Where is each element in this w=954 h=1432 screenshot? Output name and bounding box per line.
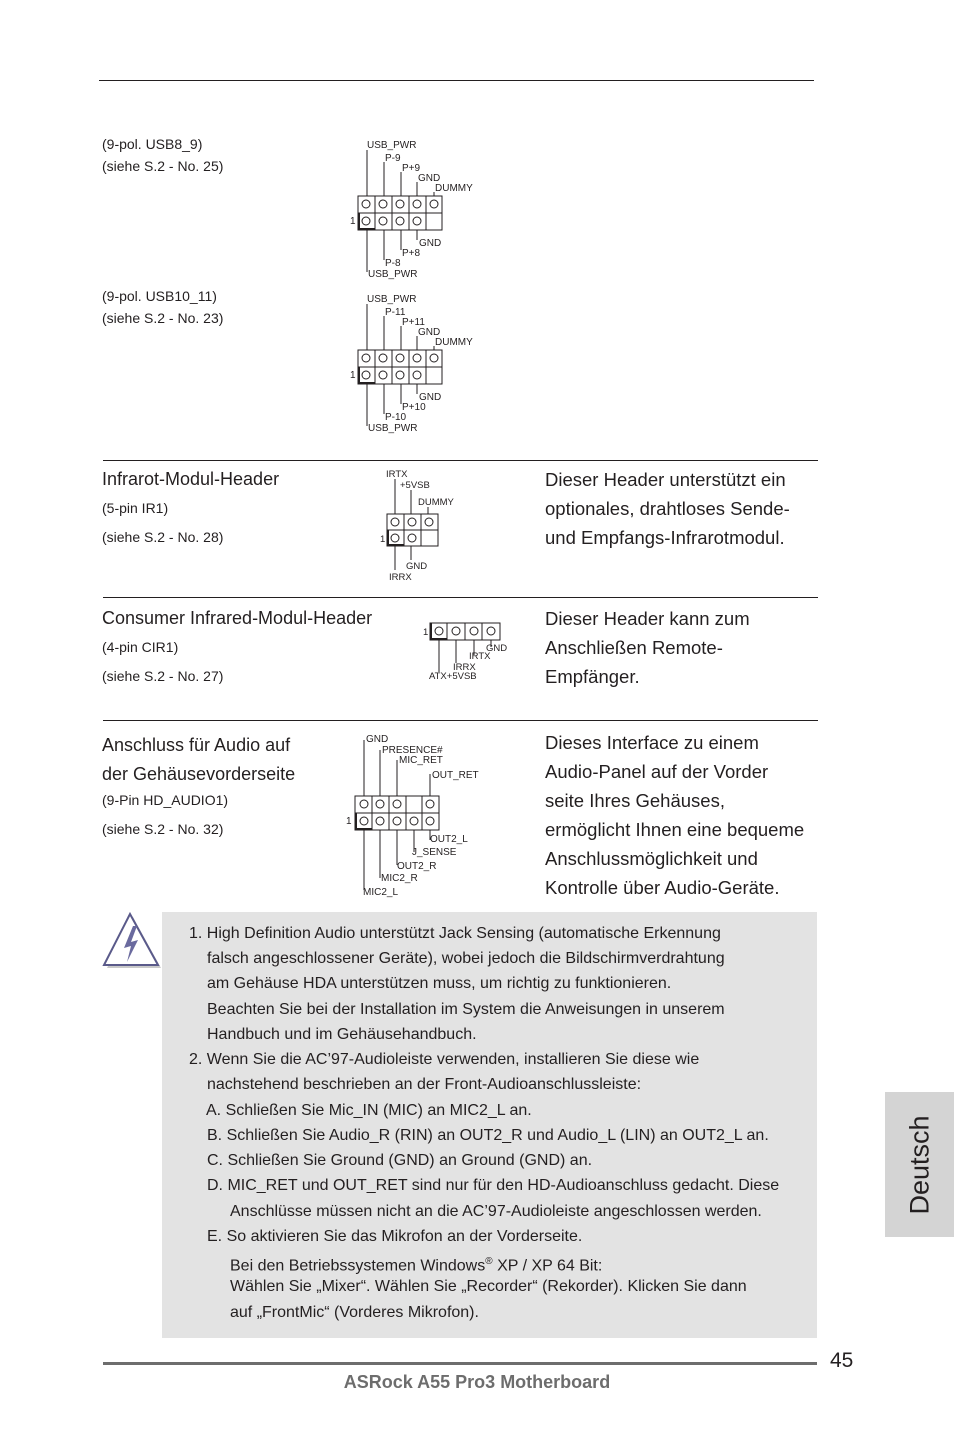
pin-label: USB_PWR — [368, 269, 418, 280]
pin-label: GND — [418, 173, 441, 184]
audio-ref: (siehe S.2 - No. 32) — [102, 821, 224, 837]
cir-description — [545, 604, 750, 691]
pin-label: P-10 — [385, 412, 407, 423]
pin-label: P+9 — [402, 163, 421, 174]
note-line: D. MIC_RET und OUT_RET sind nur für den HD-Audioanschluss gedacht. Diese — [207, 1177, 780, 1194]
cir-pin-count: (4-pin CIR1) — [102, 639, 179, 655]
pin-label: MIC2_R — [381, 873, 418, 884]
desc-line: Dieses Interface zu einem — [545, 732, 759, 753]
desc-line: Anschließen Remote- — [545, 637, 723, 658]
audio-title-line: Anschluss für Audio auf — [102, 735, 291, 755]
note-line: Handbuch und im Gehäusehandbuch. — [207, 1026, 477, 1043]
pin-label: IRRX — [389, 572, 412, 583]
pin-label: +5VSB — [400, 480, 430, 491]
pin1-mark: 1 — [423, 627, 429, 638]
audio-header-diagram — [340, 730, 500, 902]
ir-description — [545, 465, 790, 552]
note-line: A. Schließen Sie Mic_IN (MIC) an MIC2_L an. — [206, 1102, 532, 1119]
note-line: am Gehäuse HDA unterstützen muss, um richtig zu funktionieren. — [207, 975, 672, 992]
usb8-9-label — [102, 136, 223, 174]
section-rule — [103, 597, 818, 598]
note-line: 1. High Definition Audio unterstützt Jack Sensing (automatische Erkennung — [189, 925, 721, 942]
ir-ref: (siehe S.2 - No. 28) — [102, 529, 224, 545]
usb8-9-ref: (siehe S.2 - No. 25) — [102, 158, 224, 174]
desc-line: ermöglicht Ihnen eine bequeme — [545, 819, 805, 840]
pin-label: USB_PWR — [367, 140, 417, 151]
footer-rule — [103, 1362, 817, 1365]
audio-title — [102, 731, 295, 789]
pin-label: IRTX — [469, 651, 491, 662]
page-number: 45 — [830, 1349, 854, 1372]
usb10-11-ref: (siehe S.2 - No. 23) — [102, 310, 224, 326]
desc-line: Kontrolle über Audio-Geräte. — [545, 877, 780, 898]
note-line: 2. Wenn Sie die AC’97-Audioleiste verwenden, installieren Sie diese wie — [189, 1051, 700, 1068]
pin-label: MIC_RET — [399, 755, 443, 766]
note-line: falsch angeschlossener Geräte), wobei jedoch die Bildschirmverdrahtung — [207, 950, 725, 967]
pin-label: P+10 — [402, 402, 426, 413]
pin1-mark: 1 — [380, 534, 386, 545]
pin-label: GND — [406, 561, 428, 572]
note-box — [162, 912, 817, 1338]
audio-description — [545, 728, 804, 902]
pin1-mark: 1 — [346, 816, 352, 827]
pin-label: DUMMY — [435, 183, 473, 194]
pin-label: P-8 — [385, 258, 401, 269]
registered-mark: ® — [485, 1256, 493, 1267]
desc-line: und Empfangs-Infrarotmodul. — [545, 527, 785, 548]
pin1-mark: 1 — [350, 216, 356, 227]
usb10-11-label — [102, 288, 223, 326]
pin-label: OUT2_L — [430, 834, 468, 845]
pin-label: IRTX — [386, 469, 408, 480]
desc-line: Anschlussmöglichkeit und — [545, 848, 758, 869]
note-line: nachstehend beschrieben an der Front-Audioanschlussleiste: — [207, 1076, 642, 1093]
pin-label: OUT_RET — [432, 770, 479, 781]
top-rule — [99, 80, 814, 81]
note-line: B. Schließen Sie Audio_R (RIN) an OUT2_R und Audio_L (LIN) an OUT2_L an. — [207, 1127, 769, 1144]
pin-label: DUMMY — [418, 497, 454, 508]
pin-label: GND — [419, 238, 442, 249]
warning-icon — [100, 910, 164, 970]
pin-label: P-9 — [385, 153, 401, 164]
pin-label: GND — [366, 734, 389, 745]
pin-label: USB_PWR — [367, 294, 417, 305]
desc-line: Empfänger. — [545, 666, 640, 687]
usb10-11-name: (9-pol. USB10_11) — [102, 288, 217, 304]
pin-label: IRRX — [453, 662, 476, 673]
note-line: Anschlüsse müssen nicht an die AC’97-Audioleiste angeschlossen werden. — [230, 1203, 762, 1220]
desc-line: seite Ihres Gehäuses, — [545, 790, 725, 811]
note-line: Beachten Sie bei der Installation im System die Anweisungen in unserem — [207, 1001, 725, 1018]
desc-line: optionales, drahtloses Sende- — [545, 498, 790, 519]
note-text: XP / XP 64 Bit: — [497, 1257, 603, 1275]
note-line: C. Schließen Sie Ground (GND) an Ground (GND) an. — [207, 1152, 593, 1169]
pin-label: MIC2_L — [363, 887, 399, 898]
language-tab — [885, 1092, 954, 1237]
usb10-11-header-diagram — [340, 290, 500, 436]
audio-title-line: der Gehäusevorderseite — [102, 764, 296, 784]
note-text: Bei den Betriebssystemen Windows — [230, 1257, 486, 1275]
usb8-9-name: (9-pol. USB8_9) — [102, 136, 203, 152]
ir-title: Infrarot-Modul-Header — [102, 469, 280, 489]
section-rule — [103, 460, 818, 461]
note-line: Wählen Sie „Mixer“. Wählen Sie „Recorder“ (Rekorder). Klicken Sie dann — [230, 1278, 747, 1295]
cir-header-diagram — [420, 617, 520, 683]
pin-label: P+8 — [402, 248, 421, 259]
desc-line: Dieser Header unterstützt ein — [545, 469, 786, 490]
pin-label: DUMMY — [435, 337, 473, 348]
pin-label: P+11 — [402, 317, 425, 328]
desc-line: Dieser Header kann zum — [545, 608, 750, 629]
pin-label: ATX+5VSB — [429, 671, 477, 682]
note-line — [230, 1252, 602, 1276]
pin-label: GND — [486, 643, 508, 654]
section-rule — [103, 720, 818, 721]
note-line: E. So aktivieren Sie das Mikrofon an der Vorderseite. — [207, 1228, 583, 1245]
language-tab-label: Deutsch — [904, 1114, 934, 1215]
pin-label: J_SENSE — [412, 847, 457, 858]
ir-header-diagram — [376, 466, 496, 584]
desc-line: Audio-Panel auf der Vorder — [545, 761, 769, 782]
usb8-9-header-diagram — [340, 136, 500, 282]
pin1-mark: 1 — [350, 370, 356, 381]
cir-ref: (siehe S.2 - No. 27) — [102, 668, 224, 684]
pin-label: P-11 — [385, 307, 406, 318]
audio-pin-count: (9-Pin HD_AUDIO1) — [102, 792, 229, 808]
pin-label: PRESENCE# — [382, 745, 443, 756]
pin-label: USB_PWR — [368, 423, 418, 434]
pin-label: GND — [419, 392, 442, 403]
ir-pin-count: (5-pin IR1) — [102, 500, 169, 516]
footer-title: ASRock A55 Pro3 Motherboard — [343, 1372, 611, 1392]
pin-label: GND — [418, 327, 441, 338]
pin-label: OUT2_R — [397, 861, 437, 872]
cir-title: Consumer Infrared-Modul-Header — [102, 608, 373, 628]
note-line: auf „FrontMic“ (Vorderes Mikrofon). — [230, 1304, 479, 1321]
